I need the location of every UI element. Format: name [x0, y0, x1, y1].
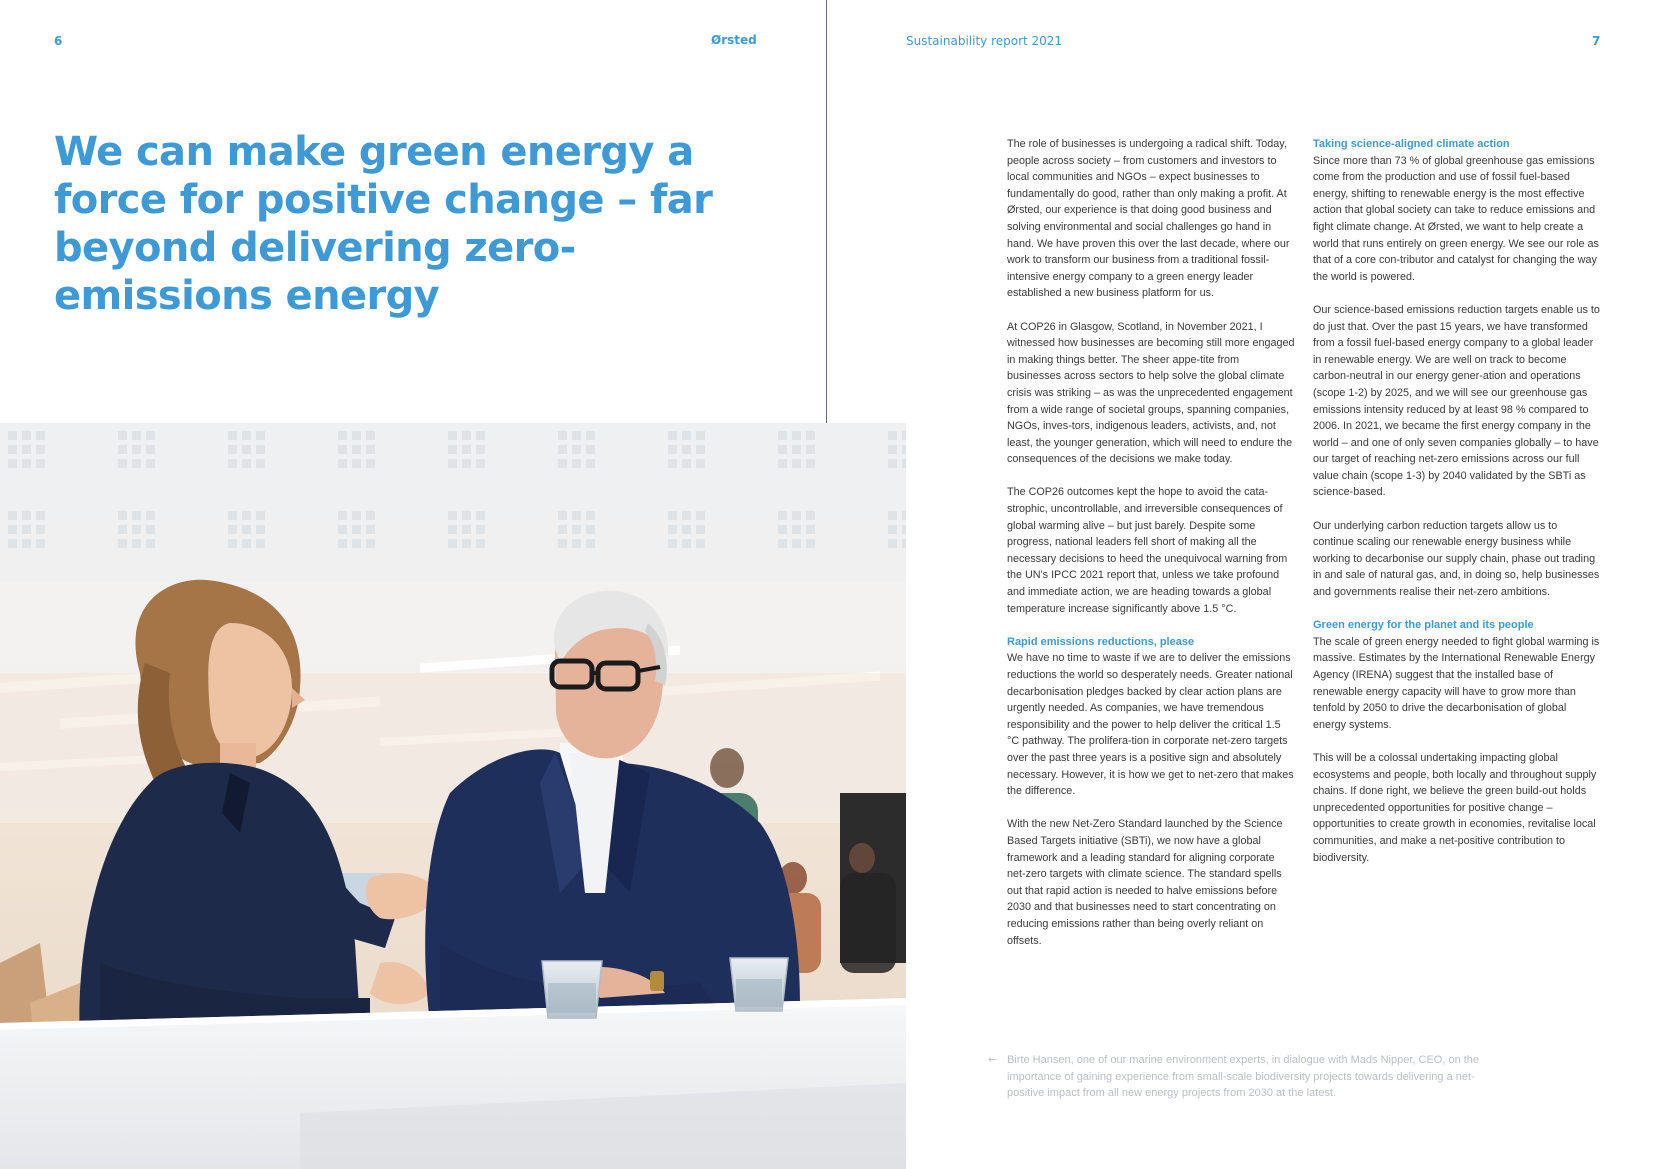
- col1-paragraph-5: With the new Net-Zero Standard launched by the Science Based Targets initiative (SBTi), we now have a global framework and a leading standard for aligning corporate net-zero targets with climate science. The standard spells out that rapid action is needed to halve emissions before 2030 and that businesses need to start concentrating on reducing emissions rather than being overly reliant on offsets.: [1007, 818, 1283, 947]
- arrow-left-icon: ←: [988, 1053, 998, 1066]
- col2-subheading-science-aligned: Taking science-aligned climate action: [1313, 138, 1510, 150]
- left-page-number: 6: [54, 34, 63, 48]
- text-column-1: [1007, 136, 1295, 966]
- text-column-2: [1313, 136, 1601, 883]
- brand-logo-text: Ørsted: [711, 33, 757, 47]
- col2-paragraph-4: The scale of green energy needed to fight global warming is massive. Estimates by the International Renewable Energy Agency (IRENA) suggest that the installed base of renewable energy capacity will have to grow more than tenfold by 2050 to drive the decarbonisation of global energy systems.: [1313, 635, 1600, 731]
- col1-paragraph-4: We have no time to waste if we are to deliver the emissions reductions the world so desperately needs. Greater national decarbonisation pledges backed by clear action plans are urgently needed. As companies, we have tremendous responsibility and the power to help deliver the critical 1.5 °C pathway. The prolifera-tion in corporate net-zero targets over the past three years is a positive sign and absolutely necessary. However, it is how we get to net-zero that makes the difference.: [1007, 652, 1294, 798]
- col1-paragraph-3: The COP26 outcomes kept the hope to avoid the cata-strophic, uncontrollable, and irreversible consequences of global warming alive – but just barely. Despite some progress, national leaders fell short of making all the necessary decisions to heed the unequivocal warning from the UN's IPCC 2021 report that, unless we take profound and immediate action, we are heading towards a global temperature increase significantly above 1.5 °C.: [1007, 486, 1288, 615]
- water-glass-right: [730, 958, 788, 1011]
- report-title: Sustainability report 2021: [906, 34, 1063, 48]
- col1-paragraph-1: The role of businesses is undergoing a radical shift. Today, people across society – from customers and investors to local communities and NGOs – expect businesses to fundamentally do good, rather than only making a profit. At Ørsted, our experience is that doing good business and solving environmental and social challenges go hand in hand. We have proven this over the last decade, where our work to transform our business from a traditional fossil-intensive energy company to a green energy leader established a new business platform for us.: [1007, 138, 1290, 300]
- dialogue-photo: [0, 423, 906, 1169]
- col2-paragraph-1: Since more than 73 % of global greenhouse gas emissions come from the production and use of fossil fuel-based energy, shifting to renewable energy is the most effective action that global society can take to reduce emissions and fight climate change. At Ørsted, we want to help create a world that runs entirely on green energy. We see our role as that of a core con-tributor and catalyst for changing the way the world is powered.: [1313, 154, 1599, 283]
- photo-caption: Birte Hansen, one of our marine environment experts, in dialogue with Mads Nipper, CEO, on the importance of gaining experience from small-scale biodiversity projects towards delivering a net-positive impact from all new energy projects from 2030 at the latest.: [1007, 1054, 1480, 1100]
- col2-paragraph-3: Our underlying carbon reduction targets allow us to continue scaling our renewable energy business while working to decarbonise our supply chain, phase out trading in and sale of natural gas, and, in doing so, help businesses and governments realise their net-zero ambitions.: [1313, 519, 1600, 599]
- col1-subheading-rapid-emissions: Rapid emissions reductions, please: [1007, 635, 1195, 648]
- col2-paragraph-2: Our science-based emissions reduction targets enable us to do just that. Over the past 15 years, we have transformed from a fossil fuel-based energy company to a global leader in renewable energy. We are well on track to become carbon-neutral in our energy gener-ation and operations (scope 1-2) by 2025, and we will see our greenhouse gas emissions intensity reduced by at least 98 % compared to 2006. In 2021, we became the first energy company in the world – and one of only seven companies globally – to have our target of reaching net-zero emissions across our full value chain (scope 1-3) by 2040 validated by the SBTi as science-based.: [1313, 303, 1600, 499]
- water-glass-left: [542, 961, 602, 1018]
- right-page-number: 7: [1592, 34, 1601, 48]
- col2-subheading-green-energy: Green energy for the planet and its people: [1313, 619, 1534, 632]
- page-headline: We can make green energy a force for positive change – far beyond delivering zero-emissions energy: [54, 129, 713, 319]
- col2-paragraph-5: This will be a colossal undertaking impacting global ecosystems and people, both locally and throughout supply chains. If done right, we believe the green build-out holds unprecedented opportunities for positive change – opportunities to create growth in economies, revitalise local communities, and make a net-positive contribution to biodiversity.: [1313, 751, 1597, 864]
- col1-paragraph-2: At COP26 in Glasgow, Scotland, in November 2021, I witnessed how businesses are becoming still more engaged in making things better. The sheer appe-tite from businesses across sectors to help solve the global climate crisis was striking – as was the unprecedented engagement from a wide range of societal groups, spanning companies, NGOs, inves-tors, indigenous leaders, activists, and, not least, the younger generation, which will need to endure the consequences of the decisions we make today.: [1007, 320, 1295, 466]
